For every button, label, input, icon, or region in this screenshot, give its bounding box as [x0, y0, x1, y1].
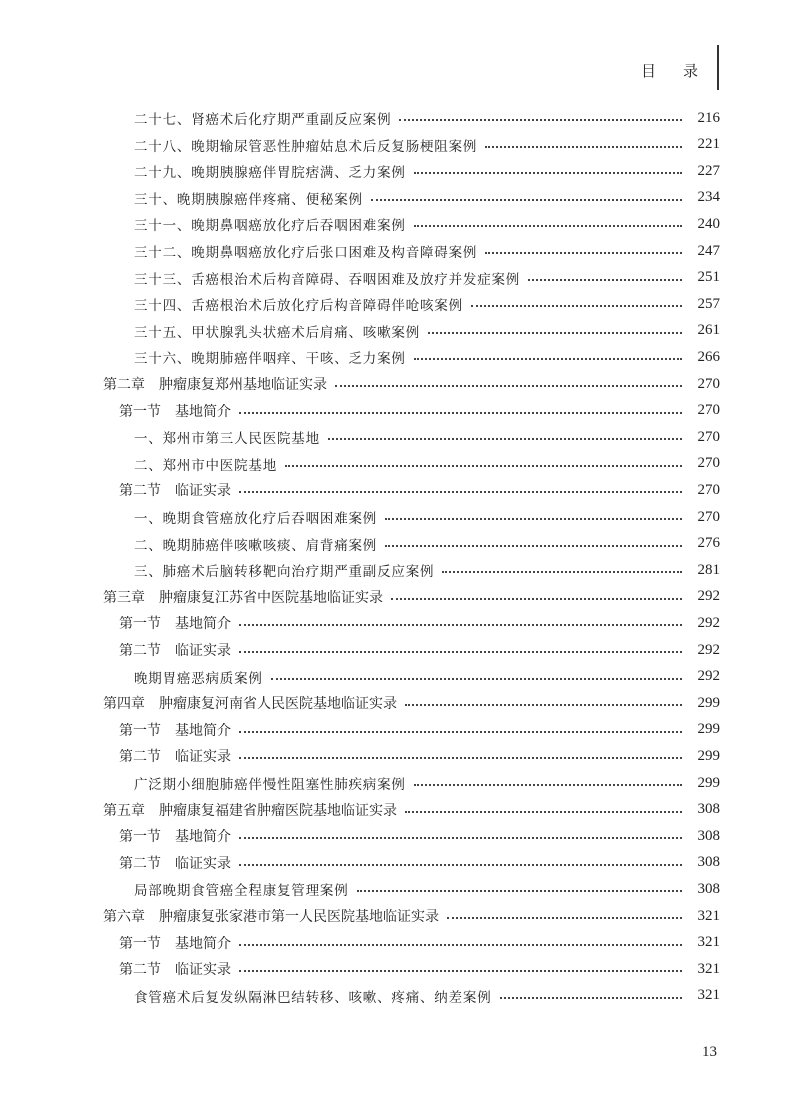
toc-entry-title: 食管癌术后复发纵隔淋巴结转移、咳嗽、疼痛、纳差案例: [134, 989, 492, 1006]
dot-leader: [239, 757, 682, 759]
dot-leader: [239, 651, 682, 653]
toc-entry-section[interactable]: [119, 637, 720, 663]
toc-entry-title: 第一节 基地简介: [119, 829, 231, 846]
toc-entry-title: 二、郑州市中医院基地: [134, 457, 277, 474]
toc-entry-title: 三十六、晚期肺癌伴咽痒、干咳、乏力案例: [134, 351, 406, 368]
toc-entry-section[interactable]: [119, 930, 720, 956]
toc-entry-chapter[interactable]: [103, 690, 720, 716]
toc-entry-title: 第六章 肿瘤康复张家港市第一人民医院基地临证实录: [103, 909, 439, 925]
toc-entry-section[interactable]: [119, 956, 720, 982]
toc-entry-page: 299: [697, 694, 720, 711]
toc-entry-title: 第二节 临证实录: [119, 855, 231, 872]
toc-entry-item[interactable]: [134, 344, 720, 370]
toc-entry-section[interactable]: [119, 743, 720, 769]
toc-entry-item[interactable]: [134, 531, 720, 557]
toc-entry-page: 321: [697, 987, 720, 1004]
dot-leader: [414, 358, 682, 360]
toc-entry-page: 234: [697, 189, 720, 206]
toc-entry-section[interactable]: [119, 610, 720, 636]
toc-entry-item[interactable]: [134, 132, 720, 158]
dot-leader: [500, 997, 683, 999]
toc-entry-item[interactable]: [134, 211, 720, 237]
dot-leader: [405, 704, 682, 706]
dot-leader: [239, 944, 682, 946]
dot-leader: [285, 465, 682, 467]
toc-entry-item[interactable]: [134, 318, 720, 344]
toc-entry-title: 二十七、肾癌术后化疗期严重副反应案例: [134, 112, 392, 128]
toc-entry-page: 216: [697, 109, 720, 126]
toc-entry-title: 三十、晚期胰腺癌伴疼痛、便秘案例: [134, 191, 363, 208]
dot-leader: [485, 146, 682, 148]
toc-entry-page: 299: [697, 721, 720, 738]
toc-entry-page: 270: [697, 375, 720, 392]
toc-entry-item[interactable]: [134, 770, 720, 796]
toc-entry-title: 局部晚期食管癌全程康复管理案例: [134, 883, 349, 900]
toc-entry-title: 二十八、晚期输尿管恶性肿瘤姑息术后反复肠梗阻案例: [134, 138, 478, 155]
toc-entry-page: 270: [697, 402, 720, 419]
toc-entry-item[interactable]: [134, 265, 720, 291]
toc-entry-page: 292: [697, 668, 720, 685]
dot-leader: [328, 438, 682, 440]
toc-entry-item[interactable]: [134, 238, 720, 264]
toc-entry-page: 251: [697, 269, 720, 286]
dot-leader: [371, 199, 682, 201]
toc-entry-page: 308: [697, 880, 720, 897]
dot-leader: [428, 332, 682, 334]
toc-entry-title: 第三章 肿瘤康复江苏省中医院基地临证实录: [103, 589, 383, 606]
toc-entry-page: 321: [697, 907, 720, 924]
toc-entry-title: 二、晚期肺癌伴咳嗽咳痰、肩背痛案例: [134, 537, 378, 554]
toc-entry-title: 第一节 基地简介: [119, 616, 231, 633]
dot-leader: [335, 385, 682, 387]
toc-entry-section[interactable]: [119, 717, 720, 743]
toc-entry-page: 321: [697, 960, 720, 977]
dot-leader: [405, 811, 682, 813]
dot-leader: [357, 890, 683, 892]
dot-leader: [239, 970, 682, 972]
toc-entry-item[interactable]: [134, 557, 720, 583]
dot-leader: [239, 624, 682, 626]
dot-leader: [447, 917, 682, 919]
toc-entry-title: 一、晚期食管癌放化疗后吞咽困难案例: [134, 511, 378, 527]
toc-entry-item[interactable]: [134, 105, 720, 131]
toc-entry-title: 第四章 肿瘤康复河南省人民医院基地临证实录: [103, 696, 397, 713]
toc-entry-page: 281: [697, 561, 720, 578]
toc-entry-title: 第一节 基地简介: [119, 935, 231, 952]
toc-entry-title: 第一节 基地简介: [119, 722, 231, 739]
page-number: 13: [702, 1044, 717, 1060]
dot-leader: [471, 305, 682, 307]
dot-leader: [399, 119, 682, 121]
toc-entry-title: 第二节 临证实录: [119, 749, 231, 766]
toc-entry-page: 266: [697, 348, 720, 365]
dot-leader: [239, 864, 682, 866]
toc-entry-page: 308: [697, 801, 720, 818]
toc-entry-page: 321: [697, 934, 720, 951]
toc-entry-title: 三、肺癌术后脑转移靶向治疗期严重副反应案例: [134, 564, 435, 581]
toc-entry-page: 247: [697, 242, 720, 259]
toc-entry-item[interactable]: [134, 664, 720, 690]
toc-entry-page: 299: [697, 774, 720, 791]
dot-leader: [385, 545, 682, 547]
dot-leader: [385, 518, 682, 520]
toc-entry-page: 270: [697, 428, 720, 445]
toc-entry-page: 270: [697, 508, 720, 525]
toc-entry-item[interactable]: [134, 424, 720, 450]
toc-entry-item[interactable]: [134, 983, 720, 1009]
toc-entry-title: 第二节 临证实录: [119, 962, 231, 979]
toc-entry-title: 广泛期小细胞肺癌伴慢性阻塞性肺疾病案例: [134, 777, 406, 793]
toc-entry-title: 第五章 肿瘤康复福建省肿瘤医院基地临证实录: [103, 802, 397, 819]
toc-entry-item[interactable]: [134, 504, 720, 530]
toc-entry-page: 308: [697, 827, 720, 844]
dot-leader: [239, 412, 682, 414]
toc-entry-page: 227: [697, 162, 720, 179]
toc-entry-page: 257: [697, 295, 720, 312]
toc-entry-title: 第二章 肿瘤康复郑州基地临证实录: [103, 377, 327, 393]
toc-entry-title: 第一节 基地简介: [119, 403, 231, 420]
toc-entry-page: 270: [697, 481, 720, 498]
dot-leader: [391, 598, 682, 600]
dot-leader: [239, 491, 682, 493]
toc-entry-page: 276: [697, 535, 720, 552]
dot-leader: [239, 837, 682, 839]
toc-entry-title: 三十五、甲状腺乳头状癌术后肩痛、咳嗽案例: [134, 324, 420, 341]
dot-leader: [442, 571, 682, 573]
toc-entry-page: 292: [697, 588, 720, 605]
dot-leader: [271, 678, 682, 680]
toc-entry-title: 晚期胃癌恶病质案例: [134, 670, 263, 687]
running-header: 目 录: [640, 62, 704, 80]
dot-leader: [485, 252, 682, 254]
dot-leader: [239, 731, 682, 733]
toc-entry-chapter[interactable]: [103, 903, 720, 929]
toc-entry-item[interactable]: [134, 876, 720, 902]
toc-entry-section[interactable]: [119, 398, 720, 424]
toc-entry-page: 292: [697, 641, 720, 658]
dot-leader: [414, 172, 682, 174]
toc-entry-page: 270: [697, 455, 720, 472]
toc-entry-title: 第二节 临证实录: [119, 483, 231, 500]
dot-leader: [528, 279, 682, 281]
toc-entry-title: 一、郑州市第三人民医院基地: [134, 431, 320, 448]
toc-entry-item[interactable]: [134, 451, 720, 477]
toc-entry-section[interactable]: [119, 823, 720, 849]
toc-entry-item[interactable]: [134, 185, 720, 211]
header-rule: [717, 45, 719, 90]
toc-entry-chapter[interactable]: [103, 371, 720, 397]
toc-entry-title: 第二节 临证实录: [119, 643, 231, 659]
toc-entry-title: 三十四、舌癌根治术后放化疗后构音障碍伴呛咳案例: [134, 298, 463, 315]
toc-entry-page: 299: [697, 747, 720, 764]
toc-entry-title: 二十九、晚期胰腺癌伴胃脘痞满、乏力案例: [134, 165, 406, 182]
toc-entry-item[interactable]: [134, 158, 720, 184]
toc-entry-chapter[interactable]: [103, 797, 720, 823]
toc-entry-item[interactable]: [134, 291, 720, 317]
toc-entry-section[interactable]: [119, 850, 720, 876]
dot-leader: [414, 225, 682, 227]
dot-leader: [414, 784, 682, 786]
toc-entry-page: 261: [697, 322, 720, 339]
toc-entry-section[interactable]: [119, 477, 720, 503]
toc-entry-title: 三十三、舌癌根治术后构音障碍、吞咽困难及放疗并发症案例: [134, 271, 521, 288]
toc-entry-title: 三十二、晚期鼻咽癌放化疗后张口困难及构音障碍案例: [134, 245, 478, 261]
toc-entry-page: 221: [697, 136, 720, 153]
toc-entry-page: 240: [697, 215, 720, 232]
toc-entry-chapter[interactable]: [103, 584, 720, 610]
toc-entry-title: 三十一、晚期鼻咽癌放化疗后吞咽困难案例: [134, 218, 406, 235]
toc-entry-page: 308: [697, 854, 720, 871]
toc-entry-page: 292: [697, 614, 720, 631]
